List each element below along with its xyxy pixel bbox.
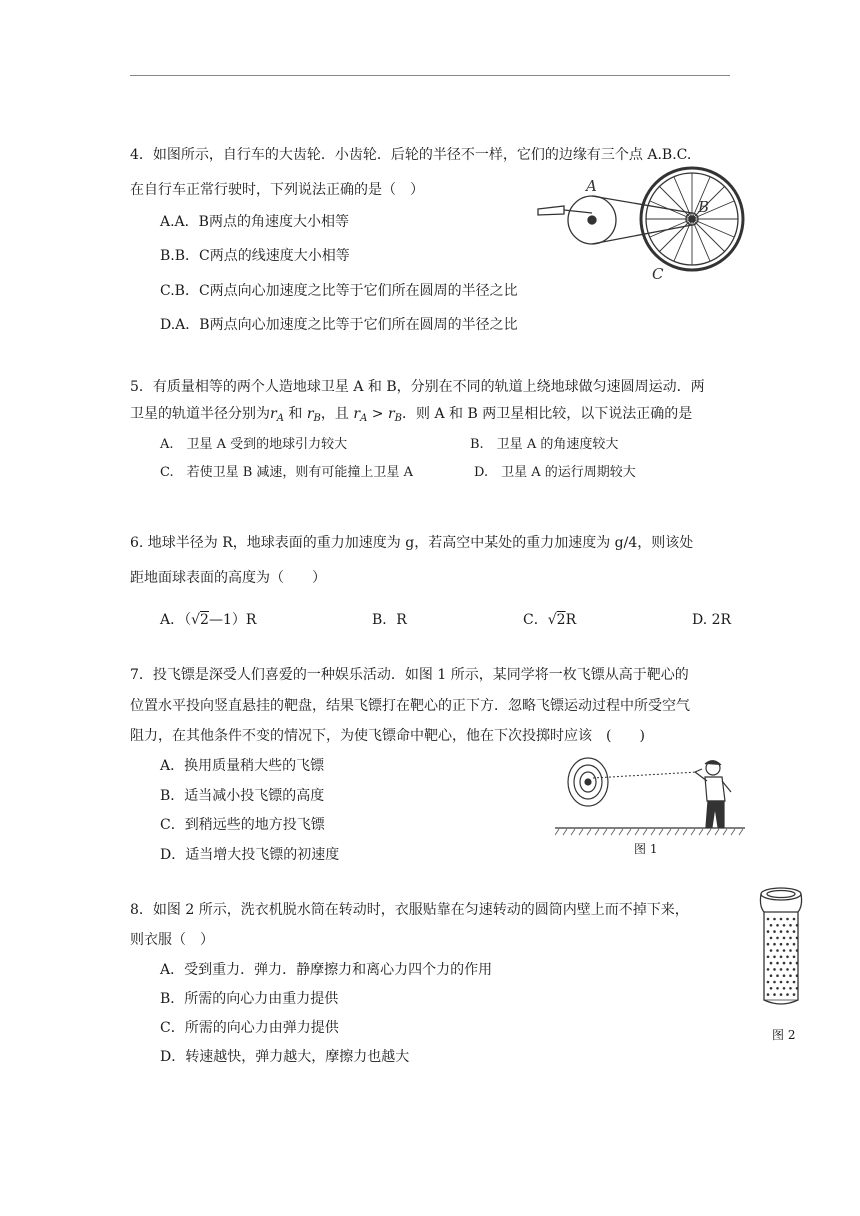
q8-stem-line-2: 则衣服（ ）: [130, 932, 214, 948]
q6-stem-line-2: 距地面球表面的高度为（ ）: [130, 570, 326, 586]
thrower-icon: [695, 761, 731, 827]
radius-symbol-a-2: r: [353, 406, 361, 422]
q6-option-a-prefix: A．（: [160, 612, 192, 628]
q6-option-d: D. 2R: [692, 612, 732, 628]
q6-option-b: B．R: [372, 612, 407, 628]
q6-option-c-suffix: R: [565, 612, 577, 628]
q8-stem-line-1: 8．如图 2 所示，洗衣机脱水筒在转动时，衣服贴靠在匀速转动的圆筒内壁上而不掉下来，: [130, 902, 689, 918]
radius-subscript-b: B: [313, 413, 321, 424]
radius-symbol-a: r: [270, 406, 277, 422]
sqrt-radicand: 2: [200, 612, 209, 628]
q8-option-d: D．转速越快，弹力越大，摩擦力也越大: [160, 1049, 410, 1065]
sqrt-radicand-c: 2: [556, 612, 566, 628]
q4-option-c: C.B．C两点向心加速度之比等于它们所在圆周的半径之比: [160, 283, 518, 299]
q8-option-c: C．所需的向心力由弹力提供: [160, 1020, 339, 1036]
greater-than-sign: >: [371, 406, 384, 422]
q7-option-d: D．适当增大投飞镖的初速度: [160, 847, 340, 863]
q6-option-a: [160, 610, 256, 630]
header-rule: [130, 75, 730, 76]
q5-option-d: D. 卫星 A 的运行周期较大: [474, 465, 636, 480]
q8-option-a: A．受到重力．弹力．静摩擦力和离心力四个力的作用: [160, 962, 493, 978]
radius-subscript-a: A: [276, 413, 284, 424]
figure-2-caption: 图 2: [772, 1028, 796, 1042]
q7-option-c: C．到稍远些的地方投飞镖: [160, 817, 325, 833]
dart-figure: [555, 755, 745, 840]
q7-stem-line-3: 阻力，在其他条件不变的情况下，为使飞镖命中靶心，他在下次投掷时应该 ( ): [130, 728, 645, 744]
washing-drum-figure: [756, 886, 806, 1018]
dart-trajectory: [593, 772, 697, 778]
drum-icon: [760, 888, 801, 1004]
q5-stem-prefix: 卫星的轨道半径分别为: [130, 406, 270, 422]
point-a-label: A: [586, 177, 597, 195]
q4-option-d: D.A．B两点向心加速度之比等于它们所在圆周的半径之比: [160, 317, 518, 333]
point-c-label: C: [652, 265, 664, 283]
pedal-icon: [538, 206, 564, 215]
drum-holes: [767, 918, 799, 996]
q6-stem-line-1: 6. 地球半径为 R，地球表面的重力加速度为 g，若高空中某处的重力加速度为 g/4，则该处: [130, 535, 694, 551]
q5-option-a: A. 卫星 A 受到的地球引力较大: [160, 437, 348, 452]
q6-option-c: [523, 610, 576, 630]
q6-option-c-prefix: C．: [523, 612, 548, 628]
comma-and-word: ，且: [320, 406, 349, 422]
q4-stem-line-2: 在自行车正常行驶时，下列说法正确的是（ ）: [130, 182, 424, 198]
q7-stem-line-1: 7．投飞镖是深受人们喜爱的一种娱乐活动．如图 1 所示，某同学将一枚飞镖从高于靶心的: [130, 667, 689, 683]
q7-option-a: A．换用质量稍大些的飞镖: [160, 758, 325, 774]
sqrt-sign: √: [191, 612, 201, 628]
q8-option-b: B．所需的向心力由重力提供: [160, 991, 339, 1007]
q4-option-b: B.B．C两点的线速度大小相等: [160, 248, 350, 264]
q4-stem-line-1: 4．如图所示，自行车的大齿轮．小齿轮．后轮的半径不一样，它们的边缘有三个点 A.B.C.: [130, 147, 692, 163]
q5-stem-line-1: 5．有质量相等的两个人造地球卫星 A 和 B，分别在不同的轨道上绕地球做匀速圆周运动．两: [130, 379, 705, 395]
bicycle-gear-figure: [530, 163, 765, 285]
sqrt-sign-c: √: [547, 612, 557, 628]
radius-subscript-b-2: B: [394, 413, 402, 424]
radius-subscript-a-2: A: [360, 413, 368, 424]
q7-option-b: B．适当减小投飞镖的高度: [160, 788, 325, 804]
figure-1-caption: 图 1: [634, 842, 658, 856]
q5-stem-line-2: [130, 404, 692, 429]
q5-option-b: B. 卫星 A 的角速度较大: [470, 437, 619, 452]
q5-option-c: C. 若使卫星 B 减速，则有可能撞上卫星 A: [160, 465, 413, 480]
q7-stem-line-2: 位置水平投向竖直悬挂的靶盘，结果飞镖打在靶心的正下方．忽略飞镖运动过程中所受空气: [130, 698, 690, 714]
radius-symbol-b-2: r: [387, 406, 395, 422]
q4-option-a: A.A．B两点的角速度大小相等: [160, 214, 349, 230]
q5-stem-suffix: ．则 A 和 B 两卫星相比较，以下说法正确的是: [402, 406, 693, 422]
q6-option-a-suffix: —1）R: [208, 612, 257, 628]
point-b-label: B: [698, 198, 710, 216]
and-word: 和: [288, 406, 303, 422]
radius-symbol-b: r: [306, 406, 314, 422]
